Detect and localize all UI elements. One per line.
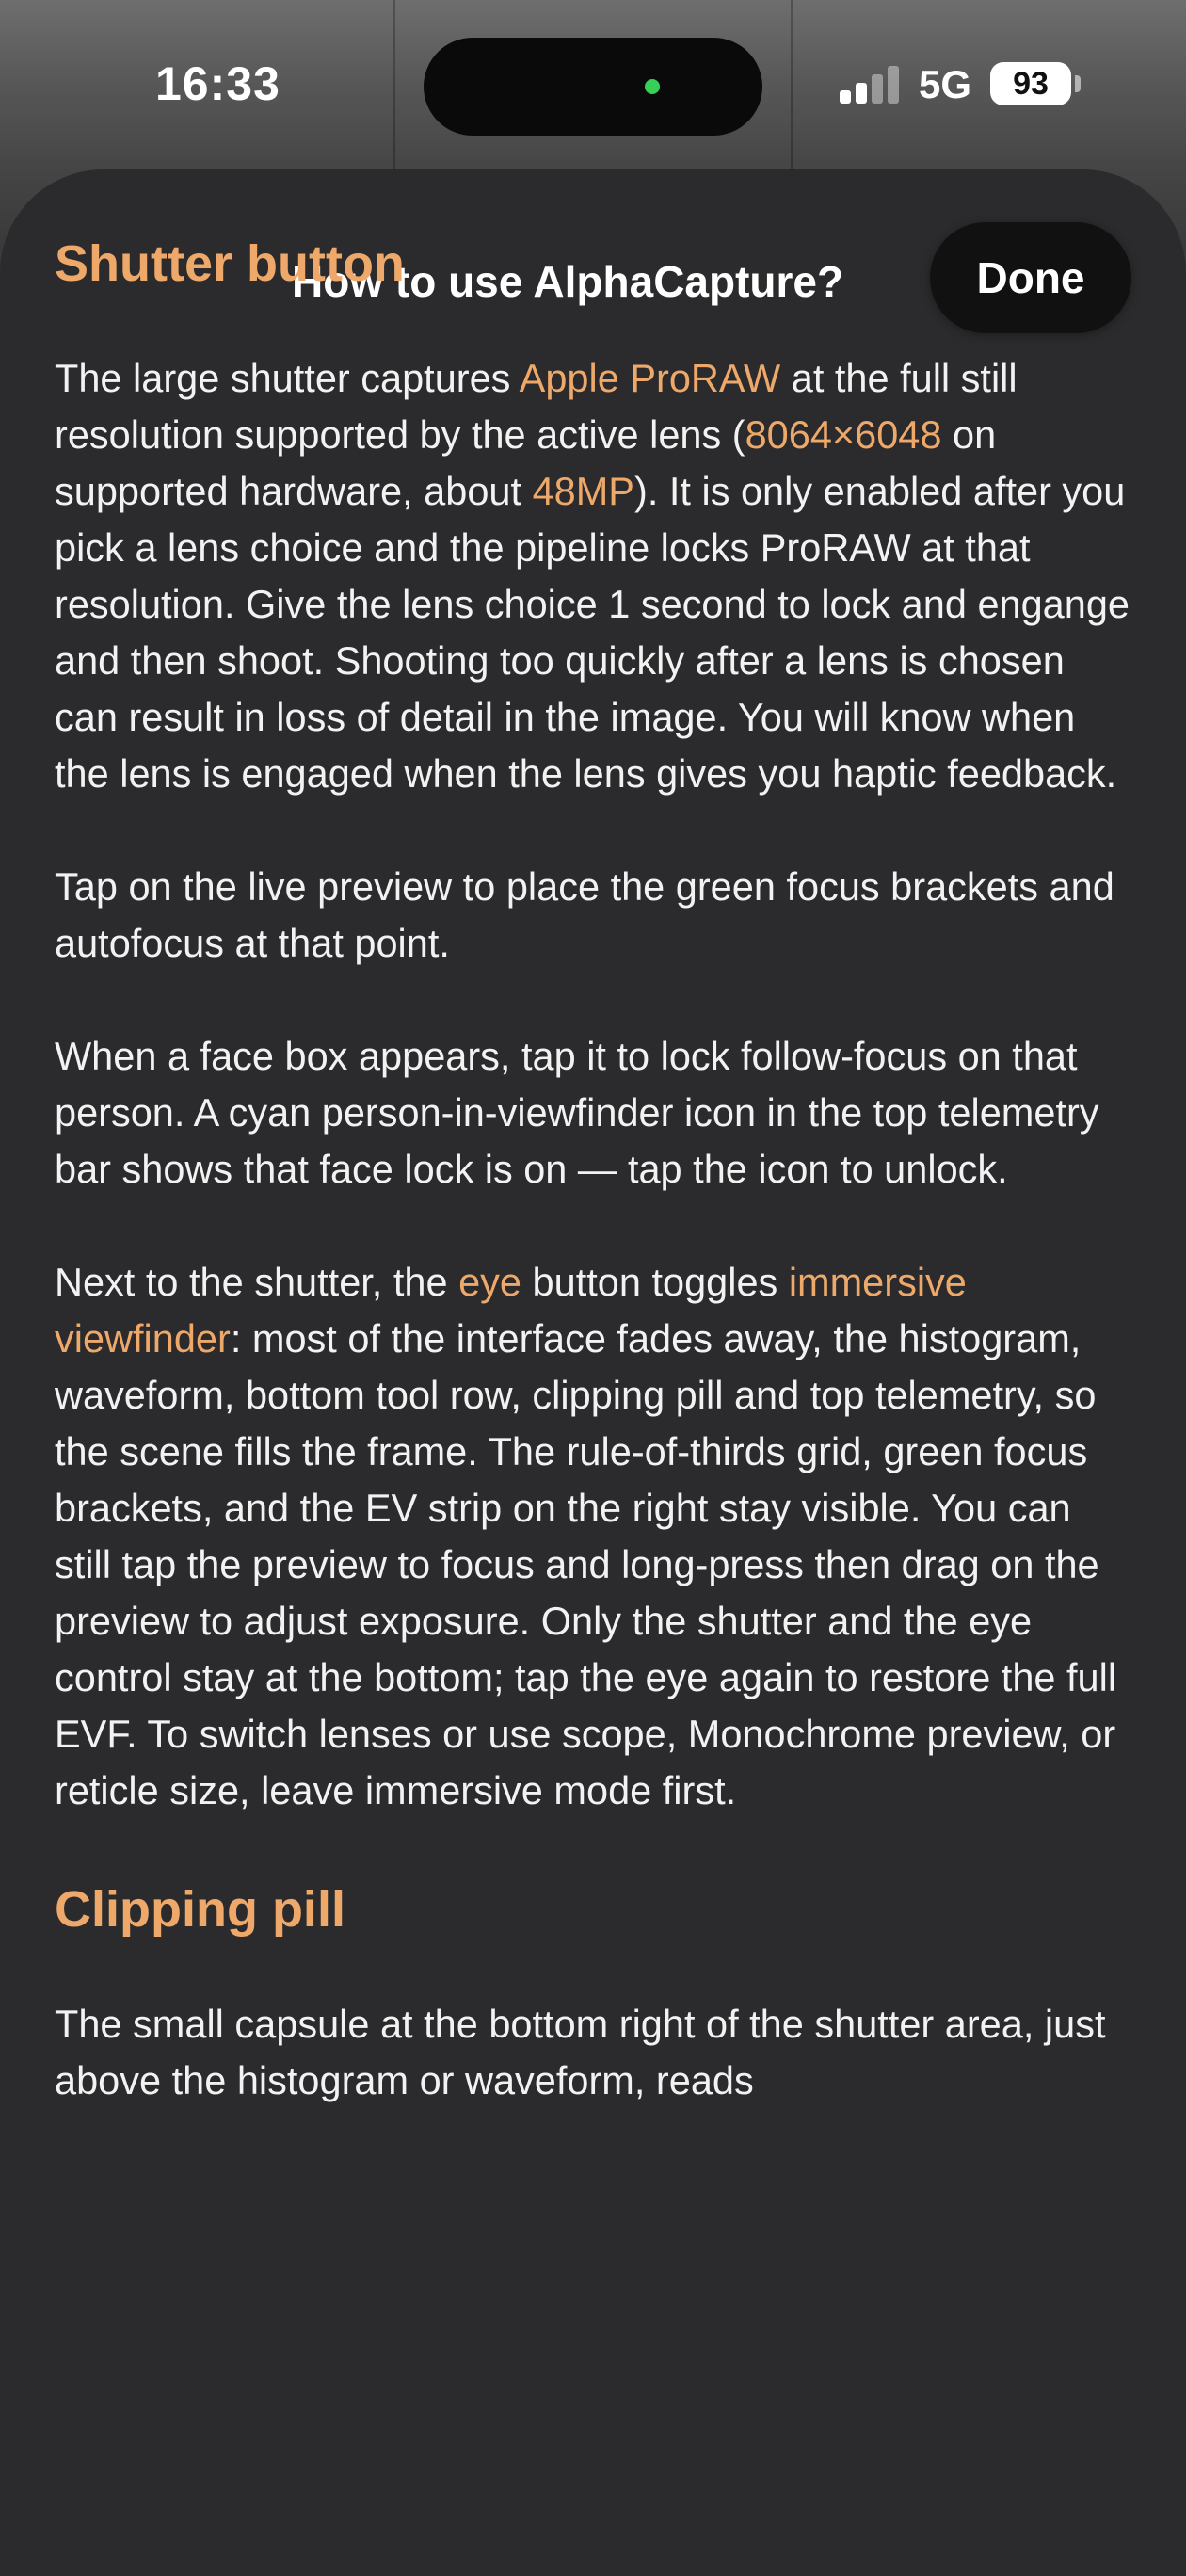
paragraph-tap-to-focus: Tap on the live preview to place the green focus brackets and autofocus at that point.: [55, 864, 1114, 965]
text-run: : most of the interface fades away, the histogram, waveform, bottom tool row, clipping pill and top telemetry, so the scene fills the frame. The rule-of-thirds grid, green focus brackets, and the EV strip on the right stay visible. You can still tap the preview to focus and long-press then drag on the preview to adjust exposure. Only the shutter and the eye control stay at the bottom; tap the eye again to restore the full EVF. To switch lenses or use scope, Monochrome preview, or reticle size, leave immersive mode first.: [55, 1316, 1117, 1812]
battery-cap-icon: [1075, 75, 1081, 92]
text-run: button toggles: [521, 1260, 789, 1304]
status-time: 16:33: [155, 57, 280, 110]
done-button[interactable]: Done: [930, 222, 1131, 333]
text-run: The large shutter captures: [55, 356, 520, 400]
privacy-indicator-dot: [645, 79, 660, 94]
paragraph-immersive-viewfinder: [55, 1254, 1137, 1819]
highlight-apple-proraw: Apple ProRAW: [519, 356, 781, 400]
paragraph-face-lock: When a face box appears, tap it to lock follow-focus on that person. A cyan person-in-viewfinder icon in the top telemetry bar shows that face lock is on — tap the icon to unlock.: [55, 1034, 1099, 1191]
cellular-signal-icon: [840, 66, 900, 104]
section-heading-clipping-pill: Clipping pill: [55, 1881, 345, 1938]
paragraph-clipping-pill: The small capsule at the bottom right of the shutter area, just above the histogram or waveform, reads: [55, 2002, 1106, 2102]
battery-icon: [990, 62, 1071, 105]
battery-level: 93: [1013, 66, 1049, 102]
help-content[interactable]: [55, 235, 1137, 2109]
highlight-eye: eye: [458, 1260, 522, 1304]
network-type-label: 5G: [919, 62, 972, 106]
text-run: Next to the shutter, the: [55, 1260, 459, 1304]
sheet-title: How to use AlphaCapture?: [292, 257, 844, 306]
text-run: ). It is only enabled after you pick a lens choice and the pipeline locks ProRAW at that resolution. Give the lens choice 1 second to lock and engange and then shoot. Shooting too quickly after a lens is chosen can result in loss of detail in the image. You will know when the lens is engaged when the lens gives you haptic feedback.: [55, 469, 1130, 796]
text-run: on supported hardware, about: [55, 412, 997, 513]
highlight-megapixels: 48MP: [532, 469, 634, 513]
status-bar: [0, 0, 1186, 169]
paragraph-shutter-proraw: [55, 350, 1137, 802]
dynamic-island: [424, 38, 762, 136]
section-heading-shutter-button: Shutter button: [55, 235, 405, 292]
highlight-immersive-viewfinder: immersive viewfinder: [55, 1260, 967, 1360]
text-run: at the full still resolution supported by the active lens (: [55, 356, 1018, 457]
highlight-resolution: 8064×6048: [745, 412, 942, 457]
